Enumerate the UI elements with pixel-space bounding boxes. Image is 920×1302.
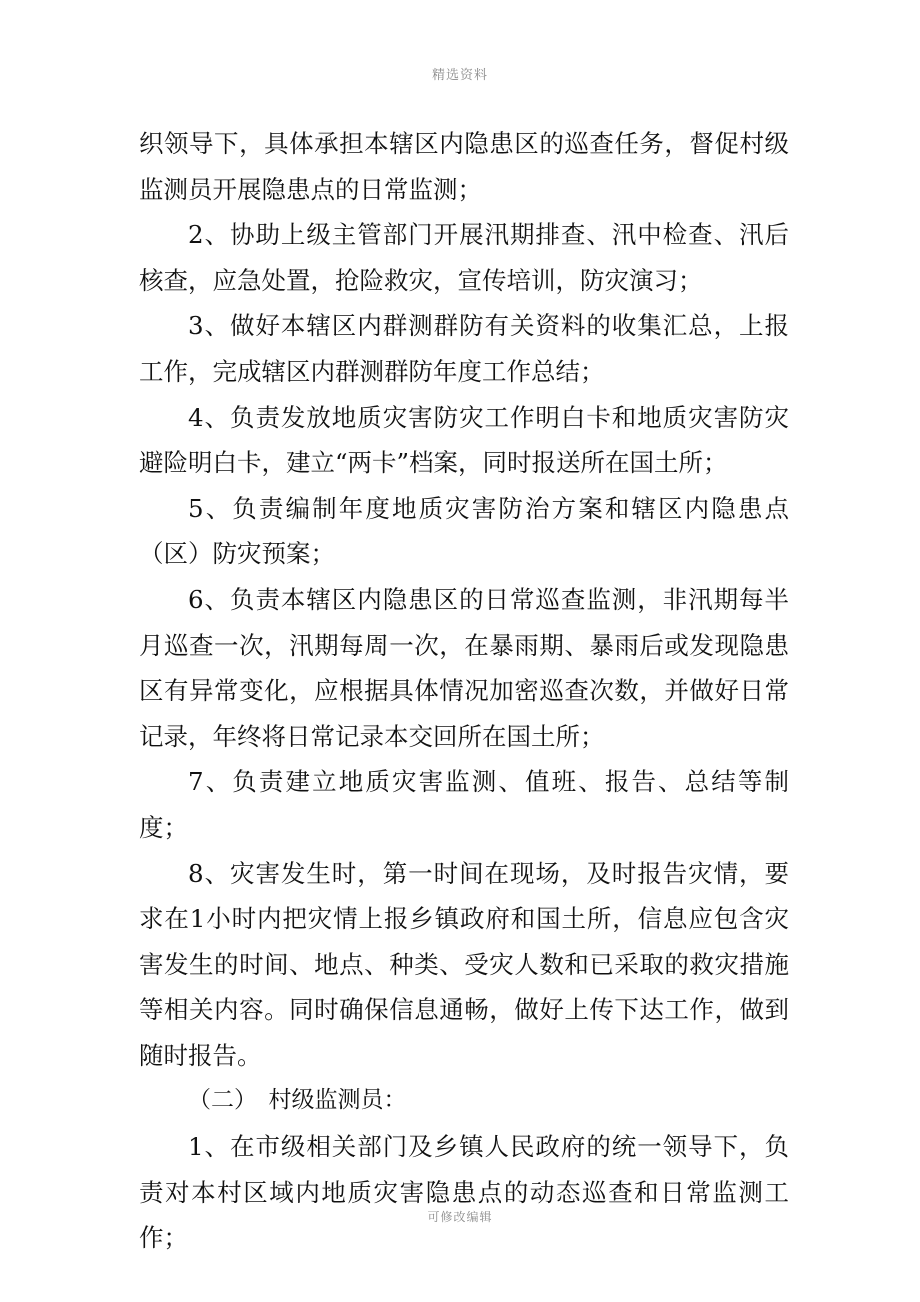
document-body xyxy=(139,121,789,1261)
paragraph-item-7: 7、负责建立地质灾害监测、值班、报告、总结等制度； xyxy=(139,767,789,842)
paragraph-continuation: 织领导下，具体承担本辖区内隐患区的巡查任务，督促村级监测员开展隐患点的日常监测； xyxy=(139,129,789,204)
paragraph-item-8: 8、灾害发生时，第一时间在现场，及时报告灾情，要求在1小时内把灾情上报乡镇政府和国土所，信息应包含灾害发生的时间、地点、种类、受灾人数和已采取的救灾措施等相关内容。同时确保信息通畅，做好上传下达工作，做到随时报告。 xyxy=(139,858,789,1070)
paragraph-item-2: 2、协助上级主管部门开展汛期排查、汛中检查、汛后核查，应急处置，抢险救灾，宣传培训，防灾演习； xyxy=(139,220,789,295)
paragraph-item-3: 3、做好本辖区内群测群防有关资料的收集汇总，上报工作，完成辖区内群测群防年度工作总结； xyxy=(139,311,789,386)
section-heading: （二） 村级监测员： xyxy=(188,1087,407,1114)
page-header: 精选资料 xyxy=(431,68,488,83)
paragraph-item-1: 1、在市级相关部门及乡镇人民政府的统一领导下，负责对本村区域内地质灾害隐患点的动态巡查和日常监测工作； xyxy=(139,1132,789,1253)
page-footer: 可修改编辑 xyxy=(427,1210,493,1224)
paragraph-item-4: 4、负责发放地质灾害防灾工作明白卡和地质灾害防灾避险明白卡，建立“两卡”档案，同时报送所在国土所； xyxy=(139,402,789,478)
paragraph-item-6: 6、负责本辖区内隐患区的日常巡查监测，非汛期每半月巡查一次，汛期每周一次，在暴雨期、暴雨后或发现隐患区有异常变化，应根据具体情况加密巡查次数，并做好日常记录，年终将日常记录本交回所在国土所； xyxy=(139,584,789,751)
paragraph-item-5: 5、负责编制年度地质灾害防治方案和辖区内隐患点（区）防灾预案； xyxy=(139,493,789,569)
